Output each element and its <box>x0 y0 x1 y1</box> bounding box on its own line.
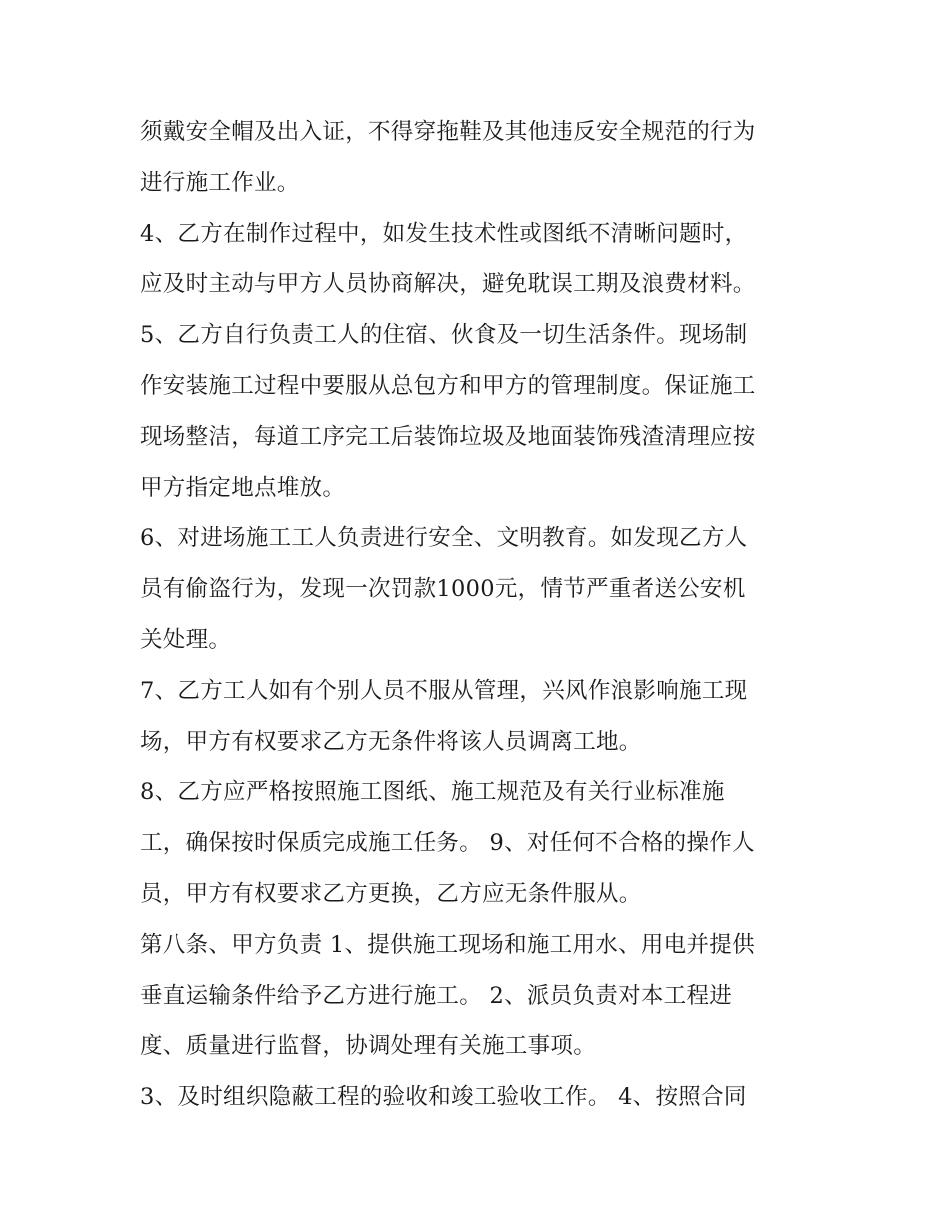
text-line: 6、对进场施工工人负责进行安全、文明教育。如发现乙方人 <box>140 525 748 552</box>
text-line: 8、乙方应严格按照施工图纸、施工规范及有关行业标准施 <box>140 779 725 806</box>
text-line: 须戴安全帽及出入证，不得穿拖鞋及其他违反安全规范的行为 <box>140 119 756 145</box>
text-line: 3、及时组织隐蔽工程的验收和竣工验收工作。 4、按照合同 <box>140 1084 747 1111</box>
text-line: 5、乙方自行负责工人的住宿、伙食及一切生活条件。现场制 <box>140 322 748 349</box>
text-line: 现场整洁，每道工序完工后装饰垃圾及地面装饰残渣清理应按 <box>140 423 756 450</box>
text-line: 员，甲方有权要求乙方更换，乙方应无条件服从。 <box>140 880 642 907</box>
text-line: 工，确保按时保质完成施工任务。 9、对任何不合格的操作人 <box>140 830 755 857</box>
text-line: 员有偷盗行为，发现一次罚款1000元，情节严重者送公安机 <box>140 576 746 603</box>
text-line: 场，甲方有权要求乙方无条件将该人员调离工地。 <box>140 728 642 755</box>
text-line: 应及时主动与甲方人员协商解决，避免耽误工期及浪费材料。 <box>140 271 756 298</box>
text-line: 进行施工作业。 <box>140 169 300 196</box>
text-line: 7、乙方工人如有个别人员不服从管理，兴风作浪影响施工现 <box>140 677 748 704</box>
document-body <box>140 107 820 1123</box>
text-line: 关处理。 <box>140 626 232 653</box>
text-line: 第八条、甲方负责 1、提供施工现场和施工用水、用电并提供 <box>140 931 755 958</box>
text-line: 作安装施工过程中要服从总包方和甲方的管理制度。保证施工 <box>140 372 756 399</box>
text-line: 垂直运输条件给予乙方进行施工。 2、派员负责对本工程进 <box>140 982 733 1009</box>
text-line: 甲方指定地点堆放。 <box>140 474 346 501</box>
text-line: 度、质量进行监督，协调处理有关施工事项。 <box>140 1033 597 1060</box>
text-line: 4、乙方在制作过程中，如发生技术性或图纸不清晰问题时， <box>140 220 748 247</box>
